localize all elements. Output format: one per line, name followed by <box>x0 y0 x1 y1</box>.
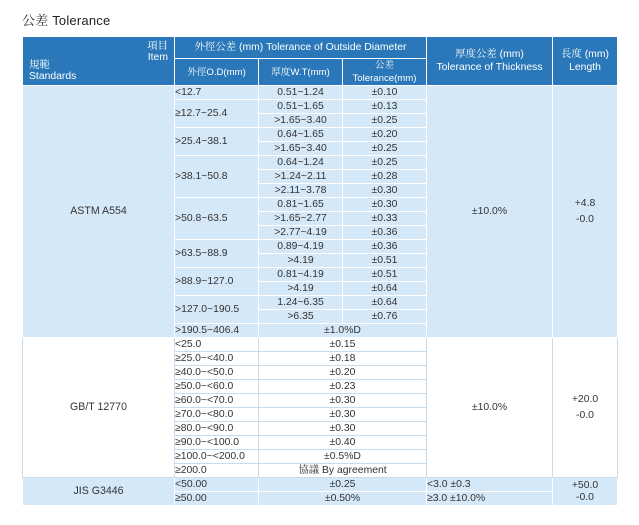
thickness-cell: ±10.0% <box>427 338 553 478</box>
header-item: 項目 Item <box>147 41 168 63</box>
tolerance-cell: ±0.50% <box>259 492 427 506</box>
tolerance-table <box>22 36 618 506</box>
tolerance-cell: ±0.20 <box>343 128 427 142</box>
wt-cell: >1.24~2.11 <box>259 170 343 184</box>
wt-cell: >1.65~3.40 <box>259 142 343 156</box>
wt-cell: >1.65~2.77 <box>259 212 343 226</box>
tolerance-cell: ±0.51 <box>343 254 427 268</box>
header-standards: 規範 Standards <box>29 60 77 82</box>
wt-cell: 0.51~1.65 <box>259 100 343 114</box>
tolerance-cell: ±0.25 <box>343 114 427 128</box>
header-thickness: 厚度公差 (mm) Tolerance of Thickness <box>427 37 553 86</box>
od-cell: >88.9~127.0 <box>175 268 259 296</box>
od-cell: ≥50.0~<60.0 <box>175 380 259 394</box>
od-cell: <25.0 <box>175 338 259 352</box>
wt-cell: 0.64~1.65 <box>259 128 343 142</box>
length-cell: +20.0 -0.0 <box>553 338 618 478</box>
tolerance-cell: ±0.23 <box>259 380 427 394</box>
od-cell: ≥12.7~25.4 <box>175 100 259 128</box>
standard-name: ASTM A554 <box>23 86 175 338</box>
table-row <box>23 86 618 100</box>
tolerance-cell: ±0.15 <box>259 338 427 352</box>
length-cell: +50.0 -0.0 <box>553 478 618 506</box>
tolerance-cell: ±0.36 <box>343 240 427 254</box>
tolerance-cell: ±1.0%D <box>259 324 427 338</box>
tolerance-cell: ±0.30 <box>259 394 427 408</box>
header-tolerance: 公差Tolerance(mm) <box>343 59 427 86</box>
thickness-cell: <3.0 ±0.3 <box>427 478 553 492</box>
table-row <box>23 338 618 352</box>
tolerance-cell: ±0.30 <box>259 422 427 436</box>
wt-cell: 1.24~6.35 <box>259 296 343 310</box>
tolerance-cell: ±0.28 <box>343 170 427 184</box>
wt-cell: >2.77~4.19 <box>259 226 343 240</box>
od-cell: ≥90.0~<100.0 <box>175 436 259 450</box>
header-standards-item <box>23 37 175 86</box>
tolerance-cell: ±0.30 <box>259 408 427 422</box>
standard-name: JIS G3446 <box>23 478 175 506</box>
table-row <box>23 478 618 492</box>
od-cell: >127.0~190.5 <box>175 296 259 324</box>
tolerance-cell: ±0.10 <box>343 86 427 100</box>
od-cell: ≥100.0~<200.0 <box>175 450 259 464</box>
tolerance-cell: ±0.30 <box>343 198 427 212</box>
wt-cell: 0.81~1.65 <box>259 198 343 212</box>
wt-cell: >6.35 <box>259 310 343 324</box>
gb-section <box>23 338 618 478</box>
wt-cell: 0.51~1.24 <box>259 86 343 100</box>
wt-cell: 0.81~4.19 <box>259 268 343 282</box>
od-cell: <50.00 <box>175 478 259 492</box>
tolerance-cell: 協議 By agreement <box>259 464 427 478</box>
od-cell: >50.8~63.5 <box>175 198 259 240</box>
table-header <box>23 37 618 86</box>
wt-cell: 0.89~4.19 <box>259 240 343 254</box>
wt-cell: >2.11~3.78 <box>259 184 343 198</box>
tolerance-cell: ±0.5%D <box>259 450 427 464</box>
tolerance-cell: ±0.51 <box>343 268 427 282</box>
page-title: 公差 Tolerance <box>22 13 111 28</box>
header-od-group: 外徑公差 (mm) Tolerance of Outside Diameter <box>175 37 427 59</box>
length-cell: +4.8 -0.0 <box>553 86 618 338</box>
header-od: 外徑O.D(mm) <box>175 59 259 86</box>
tolerance-cell: ±0.25 <box>259 478 427 492</box>
tolerance-cell: ±0.33 <box>343 212 427 226</box>
tolerance-cell: ±0.13 <box>343 100 427 114</box>
astm-section <box>23 86 618 338</box>
tolerance-cell: ±0.18 <box>259 352 427 366</box>
thickness-cell: ±10.0% <box>427 86 553 338</box>
od-cell: ≥70.0~<80.0 <box>175 408 259 422</box>
thickness-cell: ≥3.0 ±10.0% <box>427 492 553 506</box>
tolerance-cell: ±0.64 <box>343 296 427 310</box>
wt-cell: >4.19 <box>259 254 343 268</box>
wt-cell: 0.64~1.24 <box>259 156 343 170</box>
od-cell: <12.7 <box>175 86 259 100</box>
od-cell: >38.1~50.8 <box>175 156 259 198</box>
tolerance-cell: ±0.30 <box>343 184 427 198</box>
header-length: 長度 (mm) Length <box>553 37 618 86</box>
od-cell: ≥200.0 <box>175 464 259 478</box>
tolerance-cell: ±0.40 <box>259 436 427 450</box>
od-cell: ≥80.0~<90.0 <box>175 422 259 436</box>
tolerance-cell: ±0.36 <box>343 226 427 240</box>
jis-section <box>23 478 618 506</box>
od-cell: >190.5~406.4 <box>175 324 259 338</box>
header-wt: 厚度W.T(mm) <box>259 59 343 86</box>
tolerance-cell: ±0.76 <box>343 310 427 324</box>
od-cell: ≥40.0~<50.0 <box>175 366 259 380</box>
od-cell: >63.5~88.9 <box>175 240 259 268</box>
od-cell: >25.4~38.1 <box>175 128 259 156</box>
tolerance-cell: ±0.25 <box>343 142 427 156</box>
od-cell: ≥60.0~<70.0 <box>175 394 259 408</box>
od-cell: ≥25.0~<40.0 <box>175 352 259 366</box>
wt-cell: >4.19 <box>259 282 343 296</box>
wt-cell: >1.65~3.40 <box>259 114 343 128</box>
tolerance-cell: ±0.20 <box>259 366 427 380</box>
tolerance-cell: ±0.64 <box>343 282 427 296</box>
tolerance-cell: ±0.25 <box>343 156 427 170</box>
od-cell: ≥50.00 <box>175 492 259 506</box>
standard-name: GB/T 12770 <box>23 338 175 478</box>
